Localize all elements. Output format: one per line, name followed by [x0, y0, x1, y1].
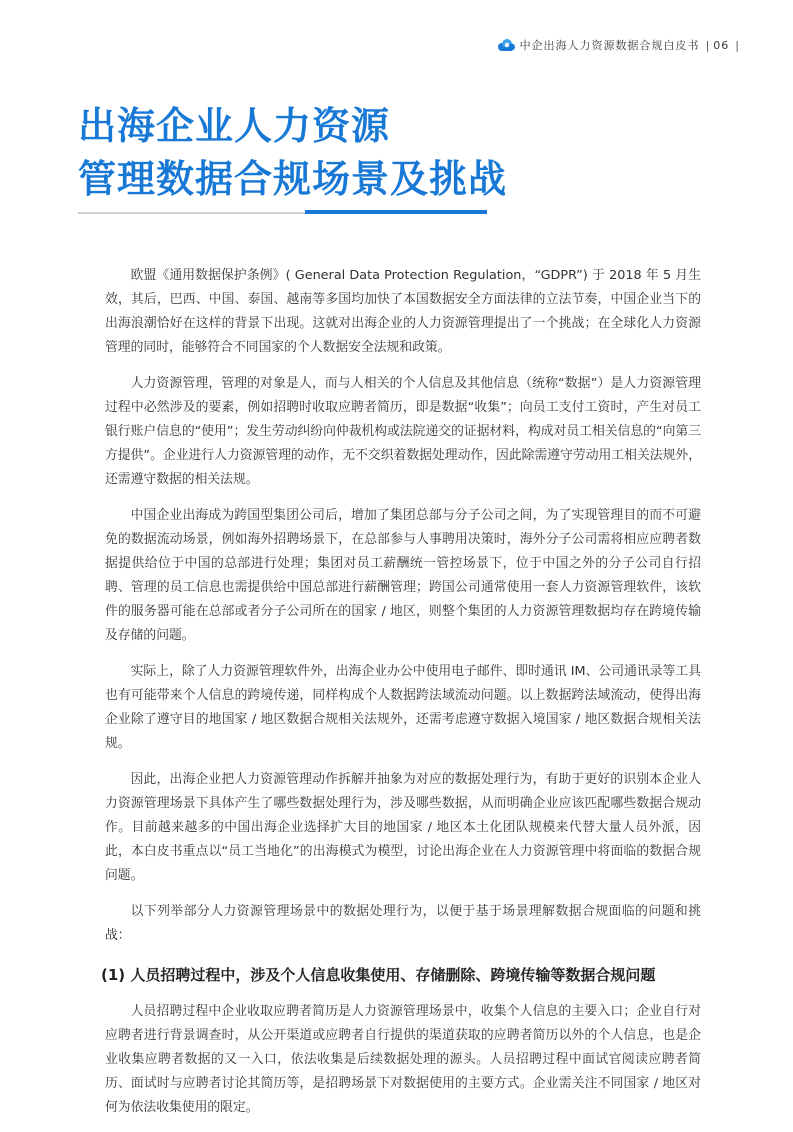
body-content	[101, 264, 701, 1132]
cloud-logo-icon	[496, 39, 516, 52]
header-separator-end: |	[735, 38, 740, 52]
paragraph-localization: 因此，出海企业把人力资源管理动作拆解并抽象为对应的数据处理行为，有助于更好的识别本企业人力资源管理场景下具体产生了哪些数据处理行为，涉及哪些数据，从而明确企业应该匹配哪些数据合规动作。目前越来越多的中国出海企业选择扩大目的地国家 / 地区本土化团队规模来代替大量人员外派，因此，本白皮书重点以“员工当地化”的出海模式为模型，讨论出海企业在人力资源管理中将面临的数据合规问题。	[105, 772, 701, 883]
paragraph-gdpr-intro: 欧盟《通用数据保护条例》( General Data Protection Regulation，“GDPR”) 于 2018 年 5 月生效，其后，巴西、中国、泰国、越南等多国均加快了本国数据安全方面法律的立法节奏，中国企业当下的出海浪潮恰好在这样的背景下出现。这就对出海企业的人力资源管理提出了一个挑战；在全球化人力资源管理的同时，能够符合不同国家的个人数据安全法规和政策。	[105, 268, 701, 355]
page-title-line-2: 管理数据合规场景及挑战	[78, 157, 508, 201]
paragraph-hr-data: 人力资源管理，管理的对象是人，而与人相关的个人信息及其他信息（统称“数据”）是人力资源管理过程中必然涉及的要素，例如招聘时收取应聘者简历，即是数据“收集”；向员工支付工资时，产生对员工银行账户信息的“使用”；发生劳动纠纷向仲裁机构或法院递交的证据材料，构成对员工相关信息的“向第三方提供”。企业进行人力资源管理的动作，无不交织着数据处理动作，因此除需遵守劳动用工相关法规外，还需遵守数据的相关法规。	[105, 376, 701, 487]
section-heading-recruitment: (1) 人员招聘过程中，涉及个人信息收集使用、存储删除、跨境传输等数据合规问题	[101, 966, 656, 984]
page-title-line-1: 出海企业人力资源	[78, 104, 391, 148]
title-underline-accent	[305, 210, 487, 214]
paragraph-recruitment: 人员招聘过程中企业收取应聘者简历是人力资源管理场景中，收集个人信息的主要入口；企业自行对应聘者进行背景调查时，从公开渠道或应聘者自行提供的渠道获取的应聘者简历以外的个人信息，也是企业收集应聘者数据的又一入口，依法收集是后续数据处理的源头。人员招聘过程中面试官阅读应聘者简历、面试时与应聘者讨论其简历等，是招聘场景下对数据使用的主要方式。企业需关注不同国家 / 地区对何为依法收集使用的限定。	[105, 1004, 701, 1115]
header-title: 中企出海人力资源数据合规白皮书	[519, 39, 700, 52]
paragraph-cross-border-tools: 实际上，除了人力资源管理软件外，出海企业办公中使用电子邮件、即时通讯 IM、公司通讯录等工具也有可能带来个人信息的跨境传递，同样构成个人数据跨法域流动问题。以上数据跨法域流动，使得出海企业除了遵守目的地国家 / 地区数据合规相关法规外，还需考虑遵守数据入境国家 / 地区数据合规相关法规。	[105, 664, 701, 751]
running-header	[496, 36, 743, 54]
paragraph-group-data-flow: 中国企业出海成为跨国型集团公司后，增加了集团总部与分子公司之间，为了实现管理目的而不可避免的数据流动场景，例如海外招聘场景下，在总部参与人事聘用决策时，海外分子公司需将相应应聘者数据提供给位于中国的总部进行处理；集团对员工薪酬统一管控场景下，位于中国之外的分子公司自行招聘、管理的员工信息也需提供给中国总部进行薪酬管理；跨国公司通常使用一套人力资源管理软件，该软件的服务器可能在总部或者分子公司所在的国家 / 地区，则整个集团的人力资源管理数据均存在跨境传输及存储的问题。	[105, 508, 701, 643]
header-separator: |	[705, 38, 711, 52]
page-title	[78, 100, 507, 206]
page-number: 06	[713, 38, 730, 52]
paragraph-list-intro: 以下列举部分人力资源管理场景中的数据处理行为，以便于基于场景理解数据合规面临的问题和挑战：	[105, 904, 701, 943]
